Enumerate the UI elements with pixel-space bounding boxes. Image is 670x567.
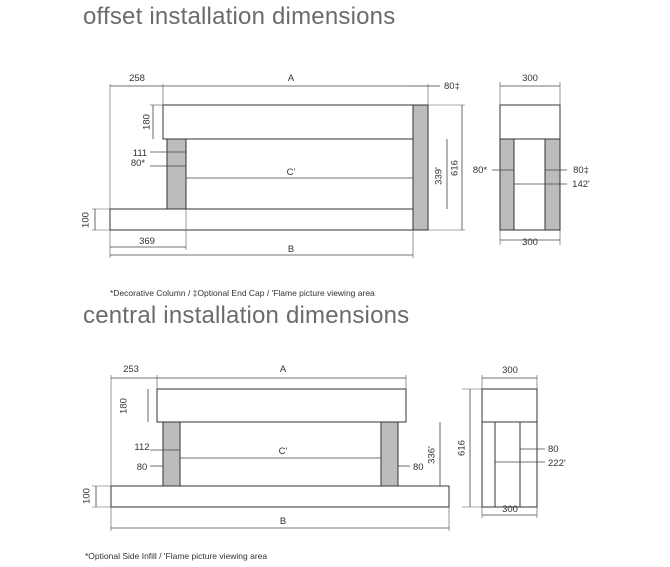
central-dim-c: C': [278, 446, 288, 457]
offset-dim-c: C': [286, 167, 296, 178]
offset-top-shelf: [163, 105, 413, 139]
central-dim-112: 112: [134, 442, 150, 453]
offset-dim-369: 369: [139, 236, 155, 247]
central-side-dim-300-bottom: 300: [502, 504, 518, 515]
offset-side-view: [473, 73, 590, 248]
offset-side-dim-300-bottom: 300: [522, 237, 538, 248]
central-dim-b: B: [279, 516, 287, 527]
offset-side-endcap: [545, 139, 560, 230]
central-title: central installation dimensions: [83, 302, 410, 329]
offset-dim-339: 339': [433, 167, 445, 185]
offset-side-dim-300-top: 300: [522, 73, 538, 84]
offset-side-top: [500, 105, 560, 139]
central-right-infill: [381, 422, 398, 486]
offset-side-dim-80a: 80*: [472, 165, 488, 176]
offset-dim-80: 80*: [130, 158, 146, 169]
central-side-infill: [520, 422, 537, 507]
offset-side-dim-80b: 80‡: [573, 165, 589, 176]
central-footnote: *Optional Side Infill / 'Flame picture viewing area: [85, 551, 268, 561]
central-dim-80-right: 80: [413, 462, 424, 473]
central-dim-253: 253: [123, 364, 139, 375]
central-side-dim-616: 616: [456, 440, 468, 456]
offset-firebox-outline: [186, 139, 413, 209]
central-dim-100: 100: [81, 488, 93, 504]
central-dim-a: A: [279, 364, 287, 375]
central-dim-336: 336': [426, 446, 438, 464]
central-side-dim-300-top: 300: [502, 365, 518, 376]
offset-dim-b: B: [287, 244, 295, 255]
central-side-dim-80: 80: [548, 444, 559, 455]
offset-side-column: [500, 139, 514, 230]
offset-end-cap: [413, 105, 428, 230]
central-dim-80-left: 80: [136, 462, 148, 473]
offset-decorative-column: [167, 139, 186, 209]
offset-dim-258: 258: [129, 73, 145, 84]
offset-dim-111: 111: [132, 148, 148, 159]
offset-footnote: *Decorative Column / ‡Optional End Cap / 'Flame picture viewing area: [110, 288, 375, 298]
central-side-column: [482, 422, 495, 507]
central-top-shelf: [157, 389, 406, 422]
offset-side-dim-142: 142': [572, 179, 590, 190]
offset-dim-100: 100: [80, 212, 92, 228]
offset-title: offset installation dimensions: [83, 3, 396, 30]
offset-dim-616: 616: [449, 160, 461, 176]
offset-dim-a: A: [287, 73, 295, 84]
offset-front-view: [81, 73, 465, 258]
central-front-view: [82, 364, 449, 531]
offset-base: [110, 209, 413, 230]
central-base: [111, 486, 449, 507]
central-side-dim-222: 222': [548, 458, 566, 469]
central-side-top: [482, 389, 537, 422]
offset-dim-endcap: 80‡: [444, 81, 460, 92]
central-side-view: [457, 365, 566, 518]
offset-dim-180: 180: [141, 114, 153, 130]
central-dim-180: 180: [118, 398, 130, 414]
central-left-infill: [163, 422, 180, 486]
